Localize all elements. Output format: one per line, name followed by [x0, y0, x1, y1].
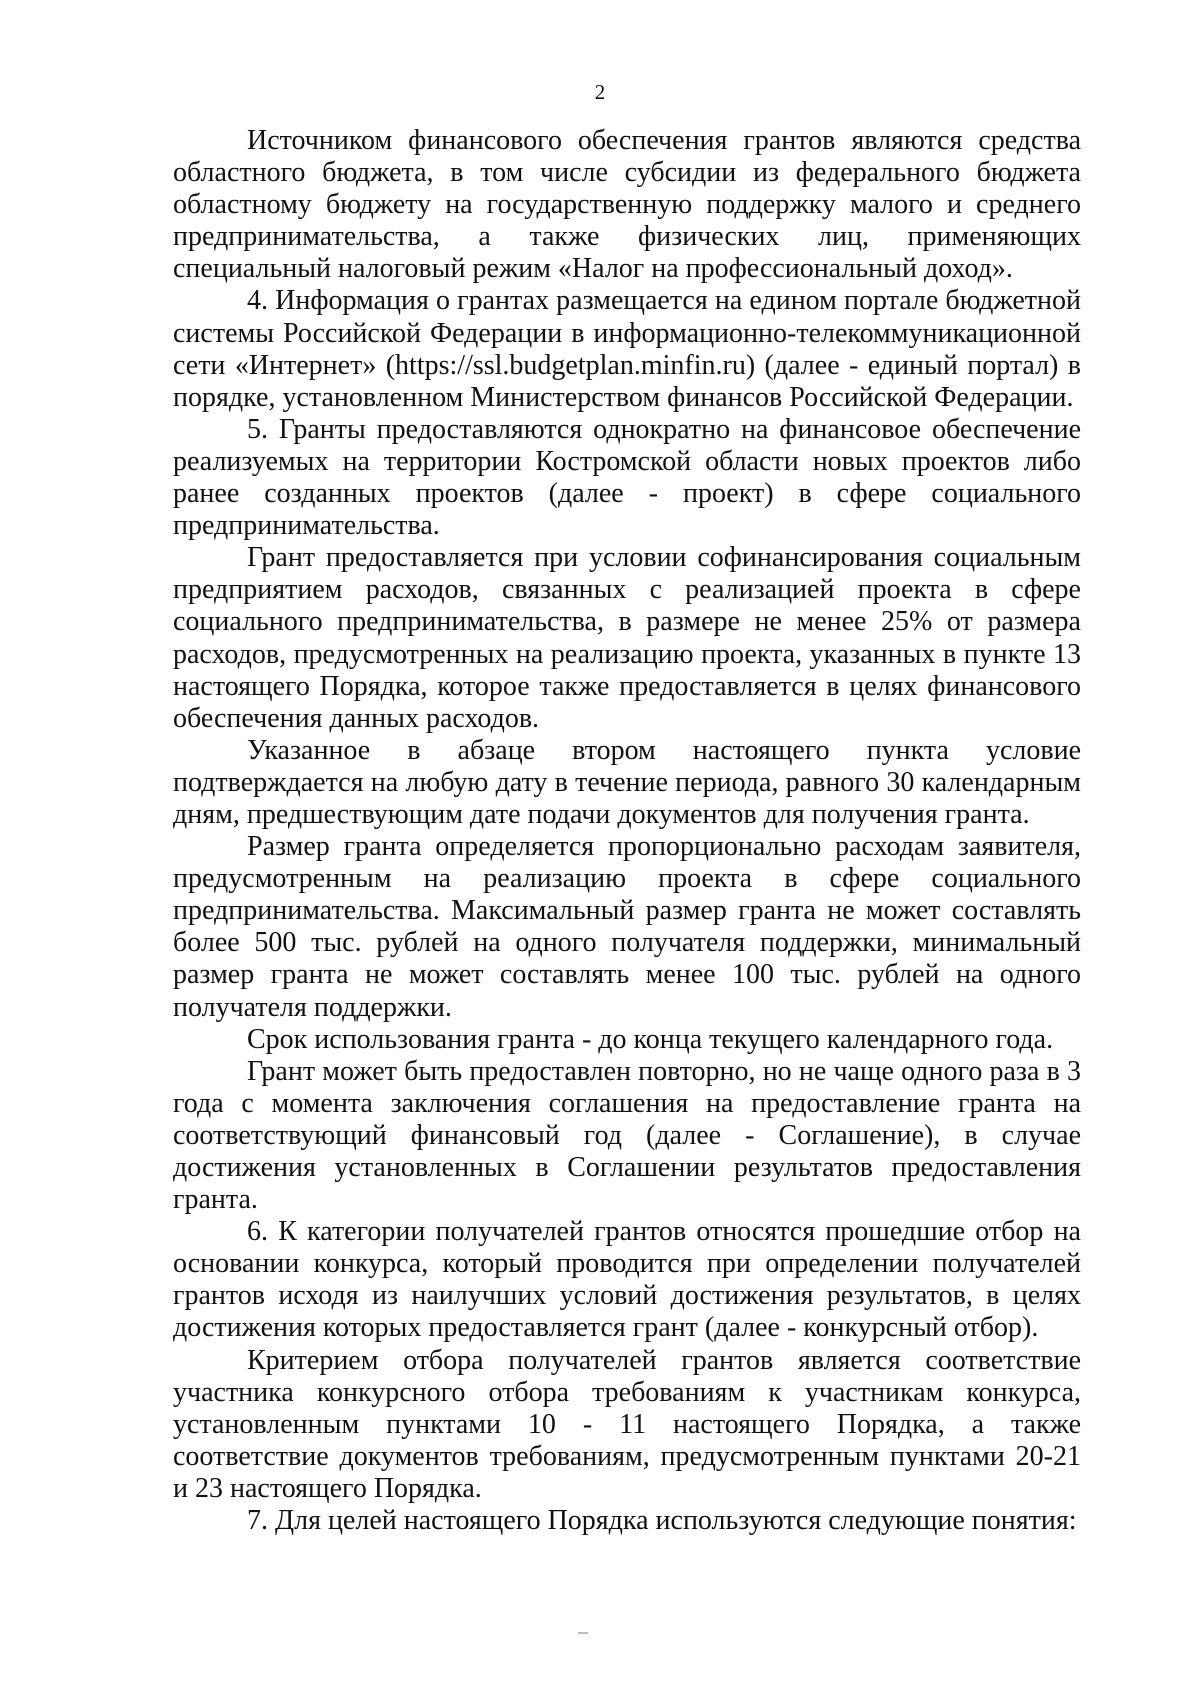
- paragraph-funding-source: Источником финансового обеспечения грантов являются средства областного бюджета, в том числе субсидии из федерального бюджета областному бюджету на государственную поддержку малого и среднего предпринимательства, а также физических лиц, применяющих специальный налоговый режим «Налог на профессиональный доход».: [173, 125, 1081, 285]
- paragraph-cofinancing: Грант предоставляется при условии софинансирования социальным предприятием расходов, связанных с реализацией проекта в сфере социального предпринимательства, в размере не менее 25% от размера расходов, предусмотренных на реализацию проекта, указанных в пункте 13 настоящего Порядка, которое также предоставляется в целях финансового обеспечения данных расходов.: [173, 542, 1081, 734]
- paragraph-grant-size: Размер гранта определяется пропорционально расходам заявителя, предусмотренным на реализацию проекта в сфере социального предпринимательства. Максимальный размер гранта не может составлять более 500 тыс. рублей на одного получателя поддержки, минимальный размер гранта не может составлять менее 100 тыс. рублей на одного получателя поддержки.: [173, 831, 1081, 1023]
- paragraph-item-5: 5. Гранты предоставляются однократно на финансовое обеспечение реализуемых на территории Костромской области новых проектов либо ранее созданных проектов (далее - проект) в сфере социального предпринимательства.: [173, 413, 1081, 542]
- paragraph-item-6: 6. К категории получателей грантов относятся прошедшие отбор на основании конкурса, который проводится при определении получателей грантов исходя из наилучших условий достижения результатов, в целях достижения которых предоставляется грант (далее - конкурсный отбор).: [173, 1216, 1081, 1344]
- scan-mark: [578, 1632, 588, 1634]
- paragraph-selection-criterion: Критерием отбора получателей грантов является соответствие участника конкурсного отбора требованиям к участникам конкурса, установленным пунктами 10 - 11 настоящего Порядка, а также соответствие документов требованиям, предусмотренным пунктами 20-21 и 23 настоящего Порядка.: [173, 1344, 1081, 1504]
- page-number: 2: [594, 80, 606, 104]
- paragraph-repeat-grant: Грант может быть предоставлен повторно, но не чаще одного раза в 3 года с момента заключения соглашения на предоставление гранта на соответствующий финансовый год (далее - Соглашение), в случае достижения установленных в Соглашении результатов предоставления гранта.: [173, 1055, 1081, 1216]
- paragraph-item-7: 7. Для целей настоящего Порядка используются следующие понятия:: [247, 1505, 1077, 1537]
- paragraph-condition-confirmation: Указанное в абзаце втором настоящего пункта условие подтверждается на любую дату в течение периода, равного 30 календарным дням, предшествующим дате подачи документов для получения гранта.: [173, 734, 1081, 830]
- document-body: [173, 125, 1081, 1537]
- paragraph-grant-term: Срок использования гранта - до конца текущего календарного года.: [247, 1023, 1054, 1055]
- paragraph-item-4: 4. Информация о грантах размещается на едином портале бюджетной системы Российской Федерации в информационно-телекоммуникационной сети «Интернет» (https://ssl.budgetplan.minfin.ru) (далее - единый портал) в порядке, установленном Министерством финансов Российской Федерации.: [173, 285, 1081, 413]
